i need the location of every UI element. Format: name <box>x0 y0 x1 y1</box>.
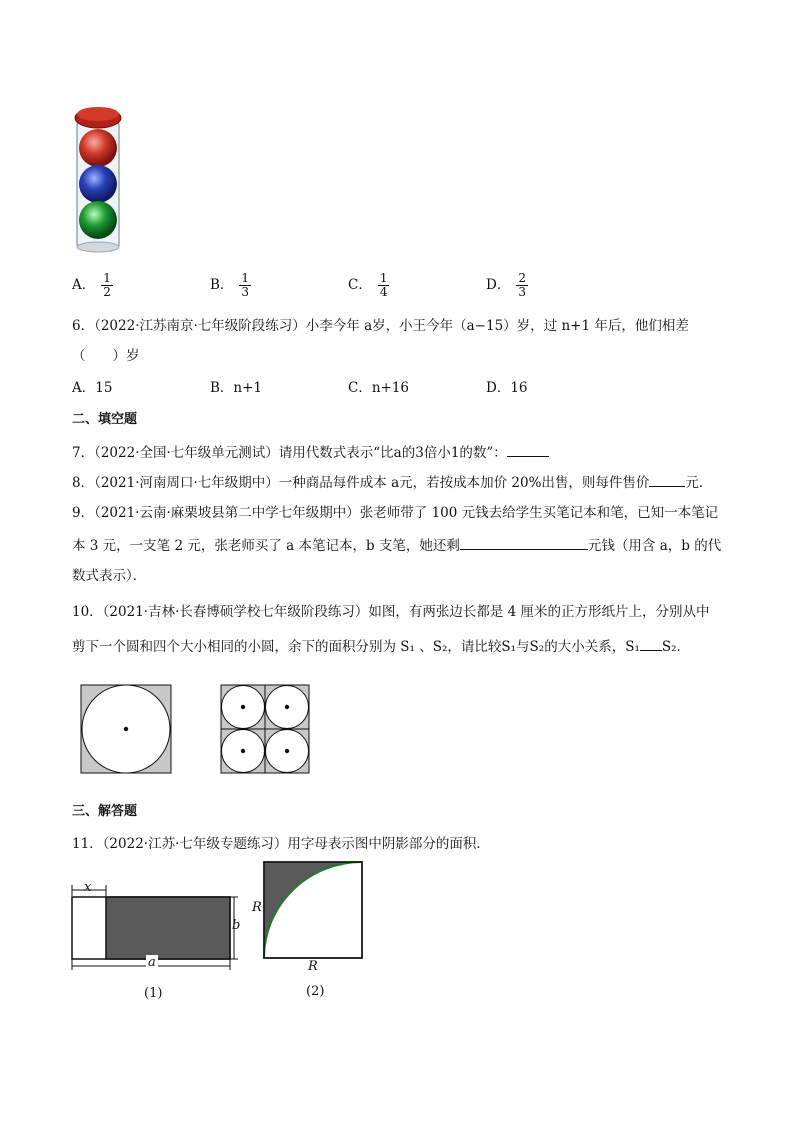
fraction: $\frac{1}{4}$ <box>379 271 388 299</box>
q5-option-c: C． $\frac{1}{4}$ <box>348 271 388 299</box>
marble-tube-figure <box>70 104 126 254</box>
answer-blank[interactable] <box>460 535 588 550</box>
q10-stem-line2: 剪下一个圆和四个大小相同的小圆，余下的面积分别为 S₁ 、S₂，请比较S₁与S₂的大小关系，S₁ S₂． <box>72 636 690 657</box>
q10-stem-line1: 10．（2021·吉林·长春博硕学校七年级阶段练习）如图，有两张边长都是 4 厘米的正方形纸片上，分别从中 <box>72 604 710 620</box>
q11-figure-2 <box>262 860 366 962</box>
q11-fig2-label-r-bottom: R <box>308 959 318 974</box>
q5-option-b: B． $\frac{1}{3}$ <box>210 271 250 299</box>
q11-fig2-caption: (2) <box>306 984 325 999</box>
q10-figure-four-circles <box>220 684 314 776</box>
q11-fig1-label-b: b <box>232 918 241 933</box>
section-answer-title: 三、解答题 <box>72 804 138 819</box>
q11-fig2-label-r-left: R <box>252 900 262 915</box>
q6-option-c: C．n+16 <box>348 380 410 396</box>
fraction: $\frac{1}{3}$ <box>241 271 250 299</box>
q8-stem: 8．（2021·河南周口·七年级期中）一种商品每件成本 a元，若按成本加价 20%出售，则每件售价 元． <box>72 472 712 493</box>
answer-blank[interactable] <box>649 472 685 487</box>
section-fill-in-title: 二、填空题 <box>72 412 138 427</box>
q6-option-d: D．16 <box>486 380 528 396</box>
fraction: $\frac{1}{2}$ <box>103 271 111 299</box>
q11-fig1-label-a: a <box>148 955 156 970</box>
answer-blank[interactable] <box>640 636 662 651</box>
q6-stem-line2: （ ）岁 <box>72 348 140 364</box>
q5-option-d: D． $\frac{2}{3}$ <box>486 271 526 299</box>
q10-figure-one-circle <box>80 684 174 776</box>
q6-option-a: A．15 <box>72 380 113 396</box>
q11-stem: 11．（2022·江苏·七年级专题练习）用字母表示图中阴影部分的面积． <box>72 836 490 852</box>
q9-stem-line2: 本 3 元，一支笔 2 元，张老师买了 a 本笔记本，b 支笔，她还剩 元钱（用含 a，b 的代 <box>72 535 721 556</box>
q6-stem-line1: 6．（2022·江苏南京·七年级阶段练习）小李今年 a岁，小王今年（a−15）岁，过 n+1 年后，他们相差 <box>72 318 689 334</box>
q5-option-a: A． $\frac{1}{2}$ <box>72 271 111 299</box>
q9-stem-line3: 数式表示）． <box>72 568 147 584</box>
q11-fig1-caption: (1) <box>144 986 163 1001</box>
answer-blank[interactable] <box>507 442 549 457</box>
q6-option-b: B．n+1 <box>210 380 263 396</box>
q11-fig1-label-x: x <box>84 880 92 895</box>
q7-stem: 7．（2022·全国·七年级单元测试）请用代数式表示“比a的3倍小1的数”： <box>72 442 549 463</box>
fraction: $\frac{2}{3}$ <box>518 271 526 299</box>
q9-stem-line1: 9．（2021·云南·麻栗坡县第二中学七年级期中）张老师带了 100 元钱去给学生买笔记本和笔，已知一本笔记 <box>72 505 719 521</box>
